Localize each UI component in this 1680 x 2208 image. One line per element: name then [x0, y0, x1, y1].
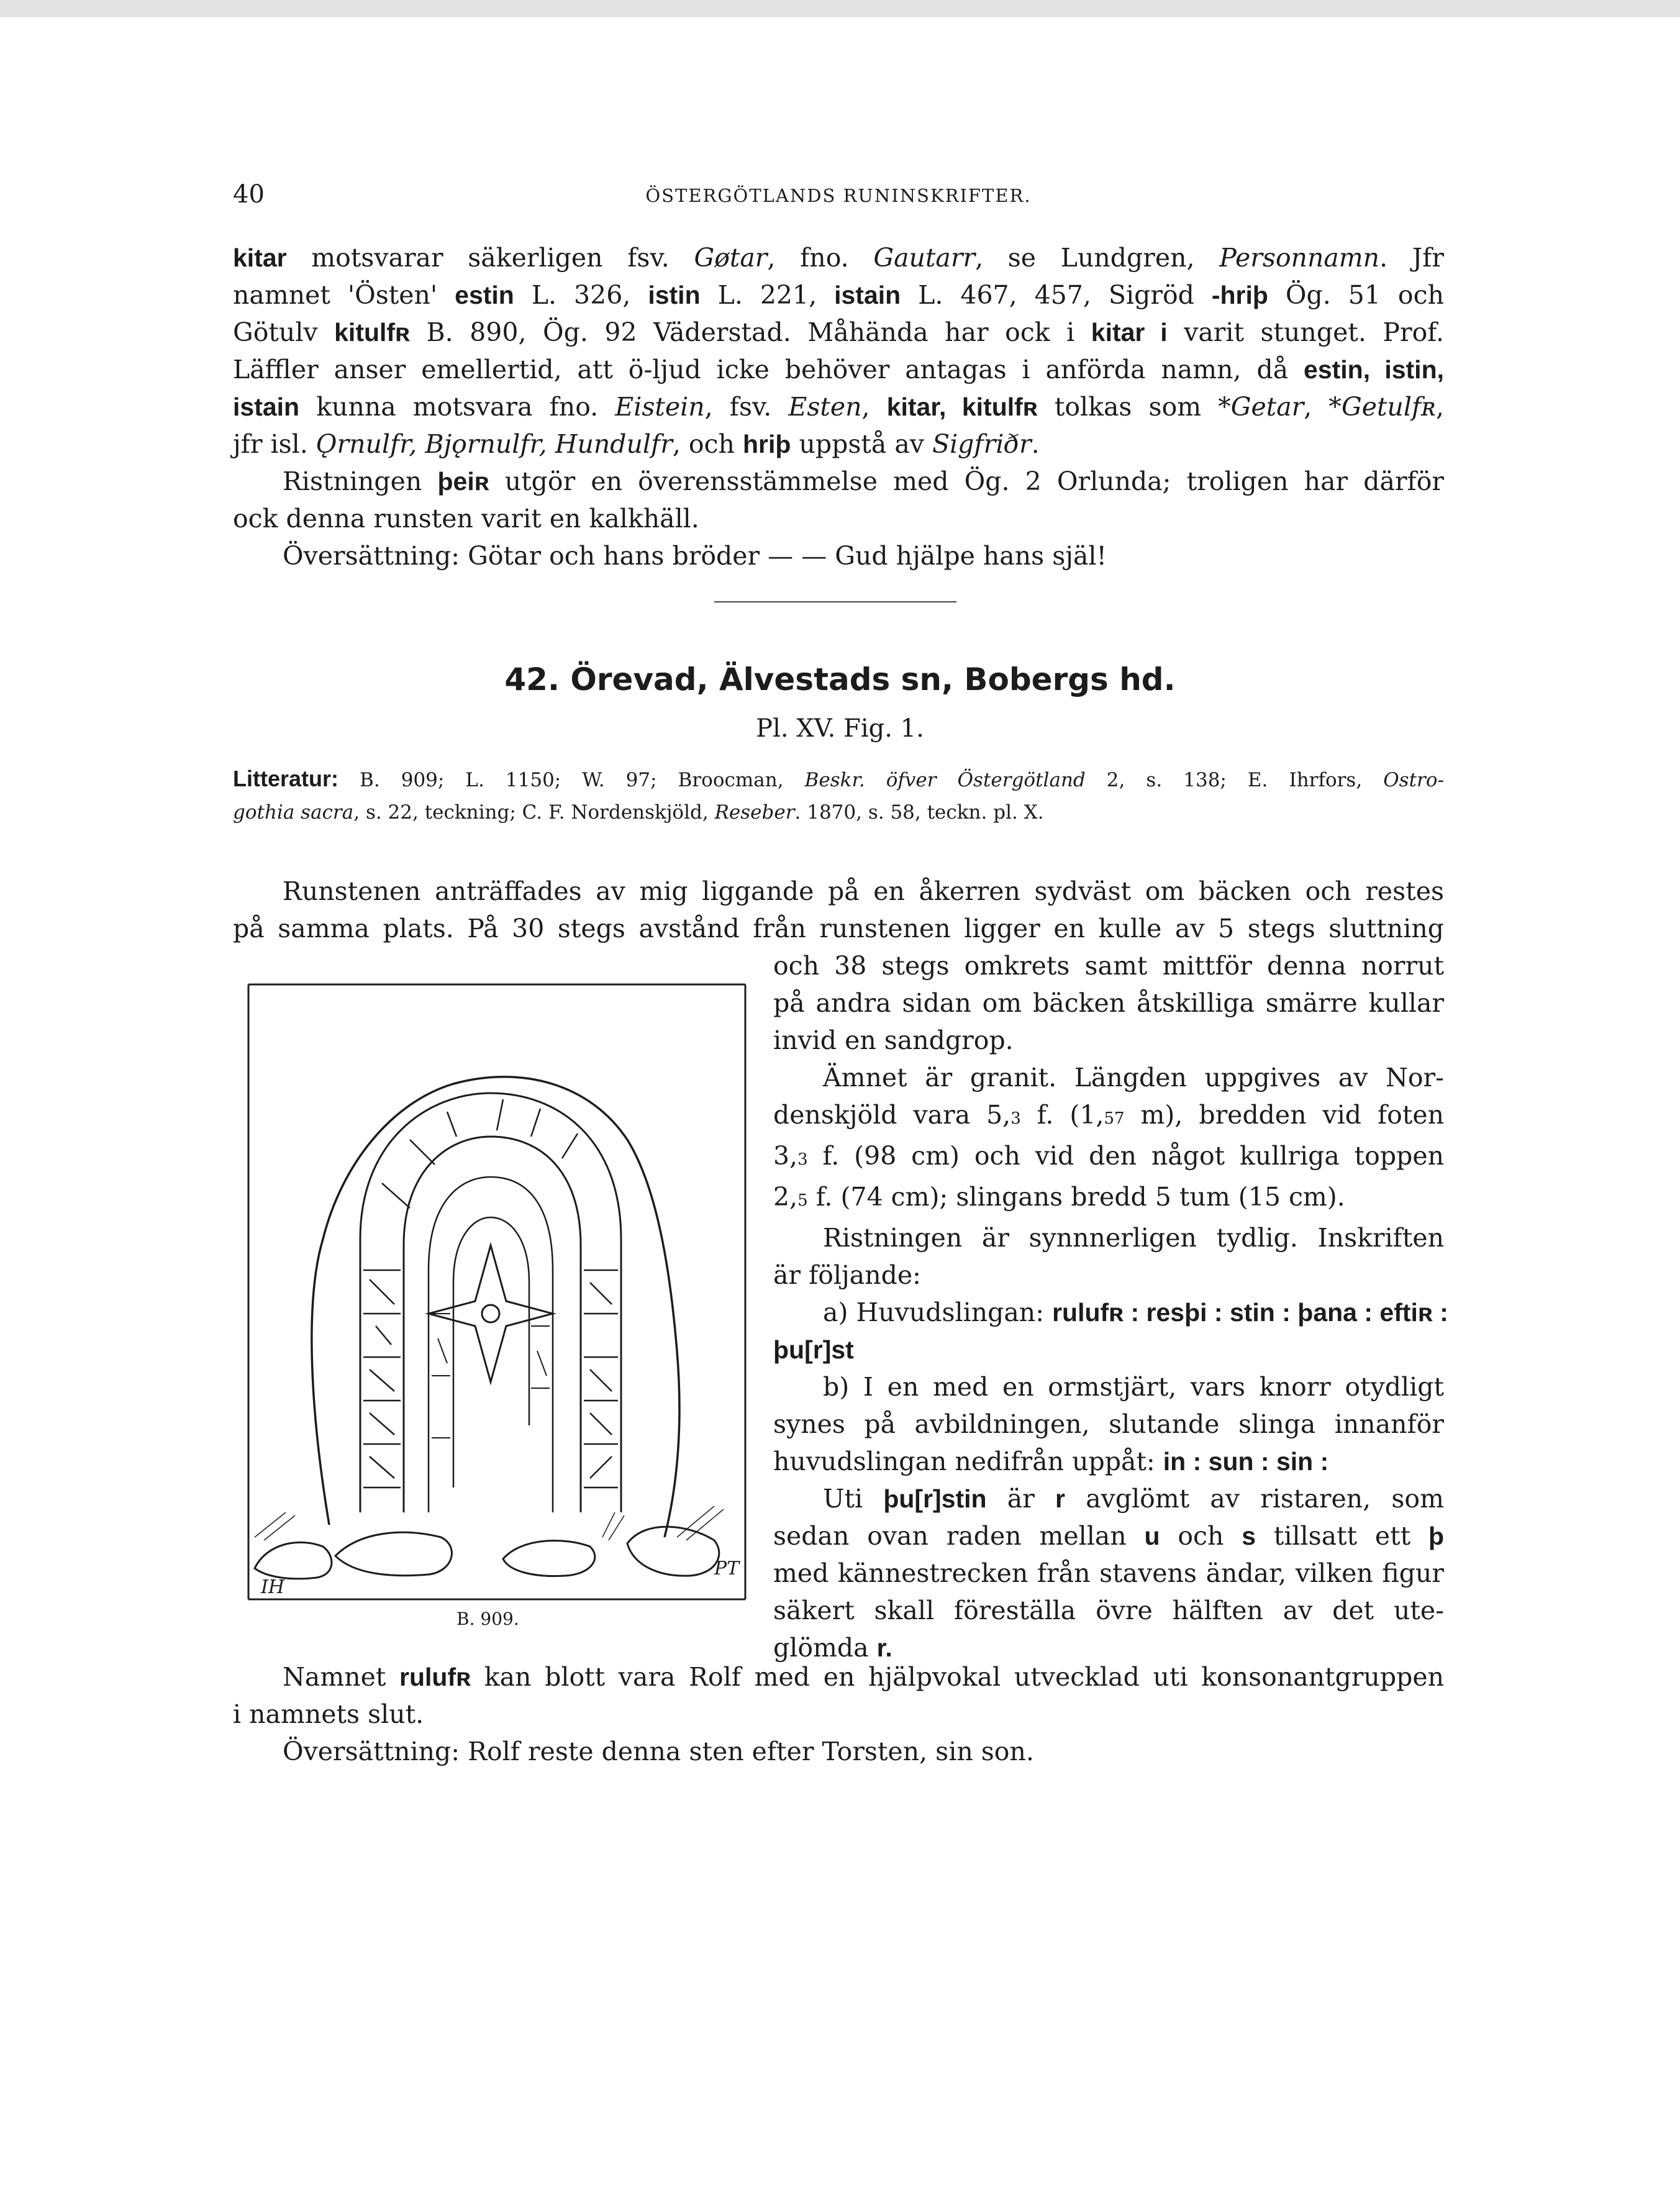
- figure-caption: B. 909.: [456, 1609, 519, 1629]
- body-line: Ristningen är synnnerligen tydlig. Inskriften: [823, 1223, 1444, 1253]
- plate-reference: Pl. XV. Fig. 1.: [756, 714, 924, 743]
- body-line: på samma plats. På 30 stegs avstånd från runstenen ligger en kulle av 5 stegs sluttning: [233, 914, 1444, 943]
- body-line: Namnet rulufʀ kan blott vara Rolf med en hjälpvokal utvecklad uti konsonantgruppen: [283, 1662, 1444, 1692]
- body-line: huvudslingan nedifrån uppåt: in : sun : sin :: [773, 1447, 1329, 1476]
- running-title: ÖSTERGÖTLANDS RUNINSKRIFTER.: [645, 185, 1032, 206]
- intro-line-7: Ristningen þeiʀ utgör en överensstämmelse med Ög. 2 Orlunda; troligen har därför: [283, 466, 1445, 496]
- intro-line-2: namnet 'Östen' estin L. 326, istin L. 221, istain L. 467, 457, Sigröd -hriþ Ög. 51 och: [233, 280, 1444, 310]
- literature-line-2: gothia sacra, s. 22, teckning; C. F. Nordenskjöld, Reseber. 1870, s. 58, teckn. pl. X.: [233, 801, 1044, 824]
- intro-line-3: Götulv kitulfʀ B. 890, Ög. 92 Väderstad. Måhända har ock i kitar i varit stunget. Prof.: [233, 317, 1444, 347]
- literature-line-1: Litteratur: B. 909; L. 1150; W. 97; Broocman, Beskr. öfver Östergötland 2, s. 138; E. Ihrfors, Ostro-: [233, 766, 1444, 791]
- section-title: 42. Örevad, Älvestads sn, Bobergs hd.: [504, 661, 1176, 697]
- intro-paragraph: [233, 239, 1444, 575]
- body-line: Ämnet är granit. Längden uppgives av Nor-: [823, 1063, 1444, 1093]
- body-line: 2,5 f. (74 cm); slingans bredd 5 tum (15 cm).: [773, 1182, 1345, 1212]
- body-line: synes på avbildningen, slutande slinga innanför: [773, 1409, 1444, 1439]
- body-line: b) I en med en ormstjärt, vars knorr otydligt: [823, 1372, 1444, 1402]
- literature-label: Litteratur:: [233, 766, 338, 791]
- initials-right: PT: [714, 1558, 740, 1579]
- page-header: [233, 180, 1444, 217]
- body-line: þu[r]st: [773, 1335, 854, 1364]
- body-line: 3,3 f. (98 cm) och vid den något kullriga toppen: [773, 1141, 1444, 1171]
- body-line: och 38 stegs omkrets samt mittför denna norrut: [773, 951, 1444, 981]
- intro-line-8: ock denna runsten varit en kalkhäll.: [233, 504, 699, 534]
- body-line: på andra sidan om bäcken åtskilliga smärre kullar: [773, 988, 1444, 1018]
- intro-line-9: Översättning: Götar och hans bröder — — Gud hjälpe hans själ!: [283, 541, 1107, 571]
- body-line: i namnets slut.: [233, 1699, 424, 1729]
- body-line: Översättning: Rolf reste denna sten efter Torsten, sin son.: [283, 1737, 1034, 1766]
- body-line: är följande:: [773, 1260, 921, 1290]
- body-line: med kännestrecken från stavens ändar, vilken figur: [773, 1558, 1444, 1588]
- body-line: denskjöld vara 5,3 f. (1,57 m), bredden vid foten: [773, 1100, 1444, 1130]
- intro-line-4: Läffler anser emellertid, att ö-ljud icke behöver antagas i anförda namn, då estin, istin,: [233, 355, 1445, 384]
- literature-block: [233, 763, 1444, 829]
- runestone-drawing: [242, 978, 751, 1606]
- body-line: Runstenen anträffades av mig liggande på en åkerren sydväst om bäcken och restes: [283, 876, 1444, 906]
- initials-left: IH: [261, 1576, 285, 1598]
- runestone-svg: [242, 978, 751, 1606]
- body-line: a) Huvudslingan: rulufʀ : resþi : stin : þana : eftiʀ :: [823, 1297, 1448, 1327]
- body-line: Uti þu[r]stin är r avglömt av ristaren, som: [823, 1484, 1444, 1514]
- page-number: 40: [233, 180, 265, 209]
- body-paragraph-final: [233, 1658, 1444, 1770]
- body-right-column: [773, 947, 1448, 1666]
- intro-line-6: jfr isl. Ǫrnulfr, Bjǫrnulfr, Hundulfr, och hriþ uppstå av Sigfriðr.: [233, 429, 1040, 459]
- intro-line-1: kitar motsvarar säkerligen fsv. Gøtar, fno. Gautarr, se Lundgren, Personnamn. Jfr: [233, 243, 1444, 273]
- body-line: säkert skall föreställa övre hälften av det ute-: [773, 1596, 1444, 1625]
- body-line: glömda r.: [773, 1633, 892, 1663]
- intro-line-5: istain kunna motsvara fno. Eistein, fsv. Esten, kitar, kitulfʀ tolkas som *Getar, *Getulfʀ,: [233, 392, 1444, 422]
- body-paragraph-1-full: [233, 873, 1444, 947]
- scan-edge: [0, 0, 1680, 17]
- section-divider: [714, 601, 956, 602]
- body-line: invid en sandgrop.: [773, 1025, 1014, 1055]
- body-line: sedan ovan raden mellan u och s tillsatt ett þ: [773, 1521, 1444, 1551]
